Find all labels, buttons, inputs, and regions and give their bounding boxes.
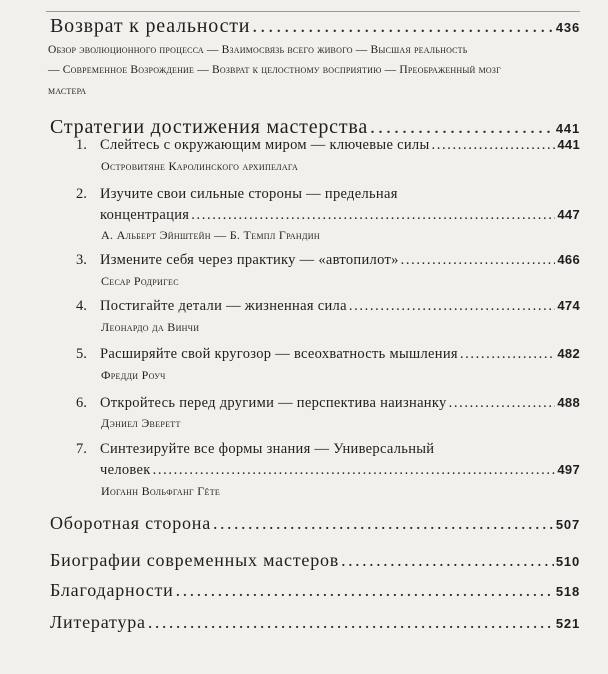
- toc-entry-chapter-5: [100, 346, 580, 363]
- top-rule: [46, 11, 580, 12]
- section-topics-line1: Обзор эволюционного процесса — Взаимосвязь всего живого — Высшая реальность: [48, 44, 468, 56]
- leader-dots: [349, 298, 556, 315]
- toc-entry-return-to-reality: [50, 15, 580, 38]
- chapter-title: Расширяйте свой кругозор — всеохватность мышления: [100, 346, 458, 362]
- chapter-title-line2: человек: [100, 462, 151, 478]
- chapter-person: Островитяне Каролинского архипелага: [101, 159, 299, 173]
- page-number: 447: [557, 207, 580, 222]
- page-number: 521: [555, 616, 580, 631]
- toc-entry-back-matter-3: [50, 580, 580, 601]
- chapter-person: Леонардо да Винчи: [101, 320, 200, 334]
- section-title: Благодарности: [50, 580, 174, 600]
- section-title: Оборотная сторона: [50, 513, 212, 533]
- toc-entry-back-matter-1: [50, 513, 580, 534]
- toc-entry-chapter-7: [100, 462, 580, 479]
- chapter-number: 3.: [76, 252, 87, 268]
- page-number: 441: [557, 137, 580, 152]
- chapter-number: 6.: [76, 395, 87, 411]
- chapter-number: 1.: [76, 137, 87, 153]
- page-number: 441: [555, 121, 580, 136]
- chapter-title-line2: концентрация: [100, 207, 190, 223]
- chapter-person: Сесар Родригес: [101, 274, 179, 288]
- chapter-title: Измените себя через практику — «автопилот»: [100, 252, 399, 268]
- leader-dots: [153, 462, 556, 479]
- page-number: 436: [555, 20, 580, 35]
- toc-entry-chapter-6: [100, 395, 580, 412]
- leader-dots: [252, 15, 554, 38]
- chapter-number: 2.: [76, 186, 87, 202]
- chapter-number: 4.: [76, 298, 87, 314]
- section-title: Биографии современных мастеров: [50, 550, 340, 570]
- toc-entry-back-matter-2: [50, 550, 580, 571]
- toc-entry-chapter-1: [100, 137, 580, 154]
- chapter-title-line1: Синтезируйте все формы знания — Универсальный: [100, 441, 435, 457]
- leader-dots: [213, 513, 554, 534]
- leader-dots: [176, 580, 554, 601]
- leader-dots: [191, 207, 555, 224]
- chapter-person: Фредди Роуч: [101, 368, 166, 382]
- toc-entry-strategies: [50, 116, 580, 139]
- leader-dots: [148, 612, 554, 633]
- chapter-person: Дэниел Эверетт: [101, 416, 181, 430]
- toc-entry-back-matter-4: [50, 612, 580, 633]
- chapter-number: 5.: [76, 346, 87, 362]
- chapter-person: Иоганн Вольфганг Гёте: [101, 484, 221, 498]
- page-number: 507: [555, 517, 580, 532]
- leader-dots: [341, 550, 554, 571]
- section-title: Возврат к реальности: [50, 15, 251, 37]
- leader-dots: [401, 252, 556, 269]
- page-number: 482: [557, 346, 580, 361]
- leader-dots: [460, 346, 556, 363]
- leader-dots: [432, 137, 556, 154]
- page-number: 466: [557, 252, 580, 267]
- section-topics-line3: мастера: [48, 85, 87, 97]
- toc-entry-chapter-2: [100, 207, 580, 224]
- page-number: 497: [557, 462, 580, 477]
- leader-dots: [449, 395, 556, 412]
- chapter-number: 7.: [76, 441, 87, 457]
- chapter-title: Слейтесь с окружающим миром — ключевые силы: [100, 137, 430, 153]
- section-title: Стратегии достижения мастерства: [50, 116, 369, 138]
- page-number: 488: [557, 395, 580, 410]
- toc-entry-chapter-4: [100, 298, 580, 315]
- toc-entry-chapter-3: [100, 252, 580, 269]
- section-title: Литература: [50, 612, 146, 632]
- page-number: 518: [555, 584, 580, 599]
- leader-dots: [370, 116, 554, 139]
- page-number: 474: [557, 298, 580, 313]
- chapter-title: Откройтесь перед другими — перспектива наизнанку: [100, 395, 447, 411]
- chapter-title-line1: Изучите свои сильные стороны — предельная: [100, 186, 398, 202]
- chapter-title: Постигайте детали — жизненная сила: [100, 298, 347, 314]
- chapter-person: А. Альберт Эйнштейн — Б. Темпл Грандин: [101, 228, 320, 242]
- section-topics-line2: — Современное Возрождение — Возврат к целостному восприятию — Преображенный мозг: [48, 64, 501, 76]
- page-number: 510: [555, 554, 580, 569]
